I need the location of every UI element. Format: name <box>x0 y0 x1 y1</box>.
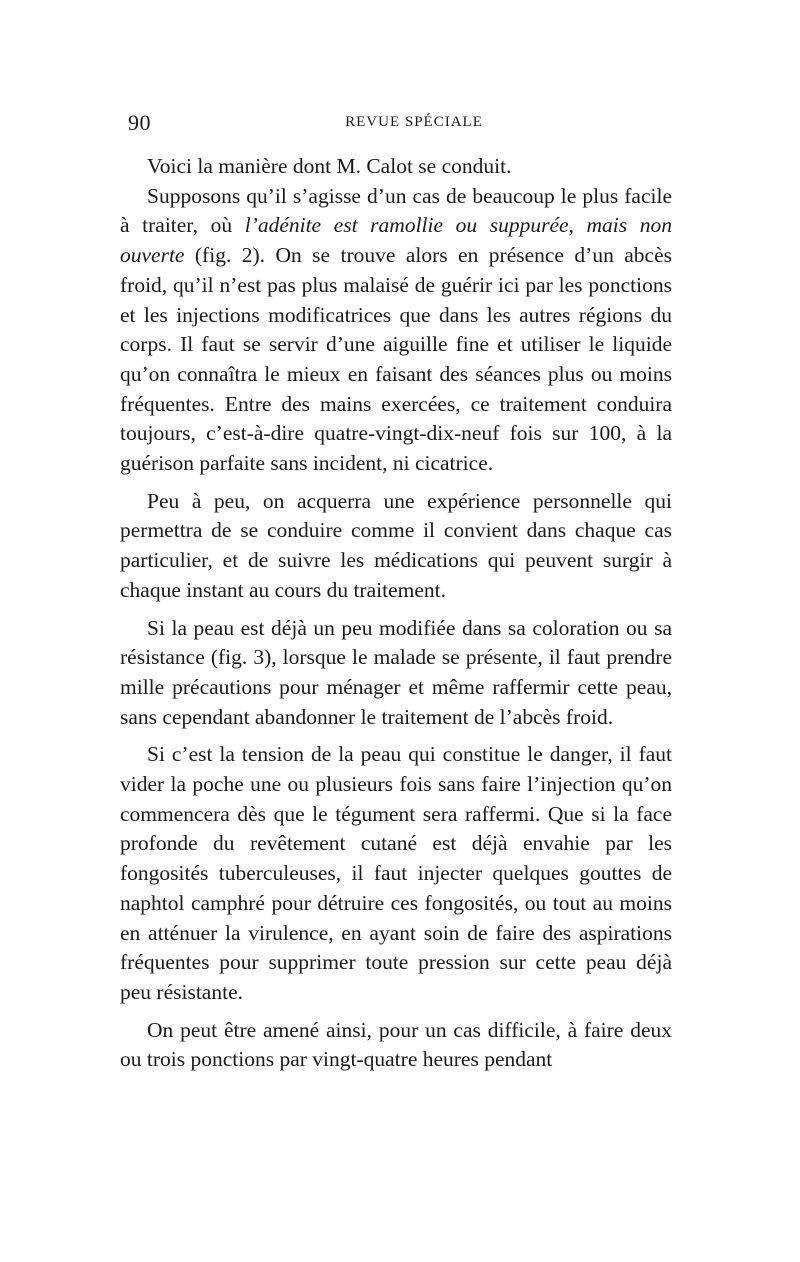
running-head <box>120 110 672 140</box>
paragraph-1: Voici la manière dont M. Calot se conduit. <box>147 154 512 178</box>
paragraph-4: Si la peau est déjà un peu modifiée dans sa coloration ou sa résistance (fig. 3), lorsque le malade se présente, il faut prendre mille précautions pour ménager et même raffermir cette peau, sans cependant abandonner le traitement de l’abcès froid. <box>120 615 672 729</box>
paragraph-2-italic: l’adénite est ramollie ou suppurée, mais non ouverte <box>120 213 672 268</box>
book-page <box>120 110 672 1075</box>
paragraph-2 <box>120 182 672 479</box>
paragraph-3: Peu à peu, on acquerra une expérience personnelle qui permettra de se conduire comme il convient dans chaque cas particulier, et de suivre les médications qui peuvent surgir à chaque instant au cours du traitement. <box>120 488 672 602</box>
paragraph-6: On peut être amené ainsi, pour un cas difficile, à faire deux ou trois ponctions par vingt-quatre heures pendant <box>120 1017 672 1072</box>
page-number: 90 <box>128 110 151 135</box>
paragraph-2-start: Supposons qu’il s’agisse d’un cas de beaucoup le plus facile à traiter, où <box>120 183 672 238</box>
running-title: REVUE SPÉCIALE <box>345 114 483 130</box>
body-text <box>120 152 672 1075</box>
paragraph-2-end: (fig. 2). On se trouve alors en présence d’un abcès froid, qu’il n’est pas plus malaisé de guérir ici par les ponctions et les injections modificatrices que dans les autres régions du corps. Il faut se servir d’une aiguille fine et utiliser le liquide qu’on connaîtra le mieux en faisant des séances plus ou moins fréquentes. Entre des mains exercées, ce traitement conduira toujours, c’est-à-dire quatre-vingt-dix-neuf fois sur 100, à la guérison parfaite sans incident, ni cicatrice. <box>120 243 672 476</box>
paragraph-5: Si c’est la tension de la peau qui constitue le danger, il faut vider la poche une ou plusieurs fois sans faire l’injection qu’on commencera dès que le tégument sera raffermi. Que si la face profonde du revêtement cutané est déjà envahie par les fongosités tuberculeuses, il faut injecter quelques gouttes de naphtol camphré pour détruire ces fongosités, ou tout au moins en atténuer la virulence, en ayant soin de faire des aspirations fréquentes pour supprimer toute pression sur cette peau déjà peu résistante. <box>120 742 672 1004</box>
